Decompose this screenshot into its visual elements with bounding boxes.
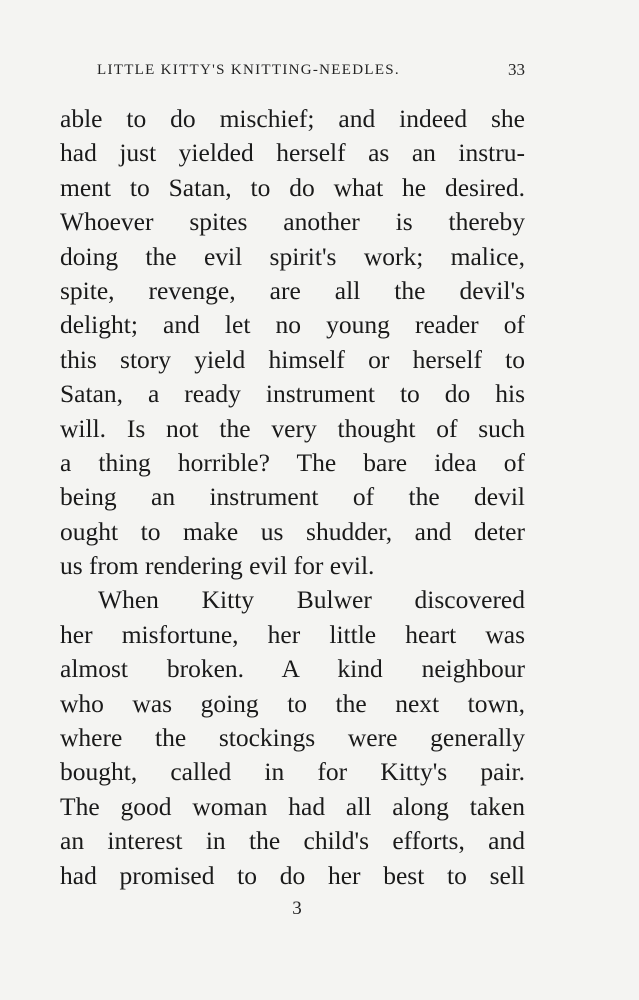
signature-mark: 3 — [292, 898, 302, 919]
text-line: us from rendering evil for evil. — [60, 551, 375, 581]
text-line: had just yielded herself as an instru- — [60, 138, 525, 168]
text-line: Whoever spites another is thereby — [60, 207, 525, 237]
text-line: able to do mischief; and indeed she — [60, 104, 525, 133]
text-line: her misfortune, her little heart was — [60, 619, 525, 649]
running-head — [97, 60, 525, 84]
body-text — [60, 102, 525, 893]
text-line: being an instrument of the devil — [60, 482, 525, 512]
text-line: almost broken. A kind neighbour — [60, 654, 525, 684]
text-line: where the stockings were generally — [60, 723, 525, 753]
text-line: The good woman had all along taken — [60, 791, 525, 821]
text-line: ment to Satan, to do what he desired. — [60, 172, 525, 202]
text-line: will. Is not the very thought of such — [60, 413, 525, 443]
text-line: delight; and let no young reader of — [60, 310, 525, 340]
text-line: When Kitty Bulwer discovered — [98, 585, 525, 615]
text-line: had promised to do her best to sell — [60, 860, 525, 890]
running-head-title: LITTLE KITTY'S KNITTING-NEEDLES. — [97, 62, 400, 78]
text-line: an interest in the child's efforts, and — [60, 826, 525, 856]
text-line: spite, revenge, are all the devil's — [60, 275, 525, 305]
text-line: bought, called in for Kitty's pair. — [60, 757, 525, 787]
text-line: ought to make us shudder, and deter — [60, 516, 525, 546]
text-line: who was going to the next town, — [60, 688, 525, 718]
text-line: this story yield himself or herself to — [60, 344, 525, 374]
text-line: Satan, a ready instrument to do his — [60, 379, 525, 409]
text-line: a thing horrible? The bare idea of — [60, 447, 525, 477]
page-number: 33 — [508, 60, 525, 79]
text-line: doing the evil spirit's work; malice, — [60, 241, 525, 271]
